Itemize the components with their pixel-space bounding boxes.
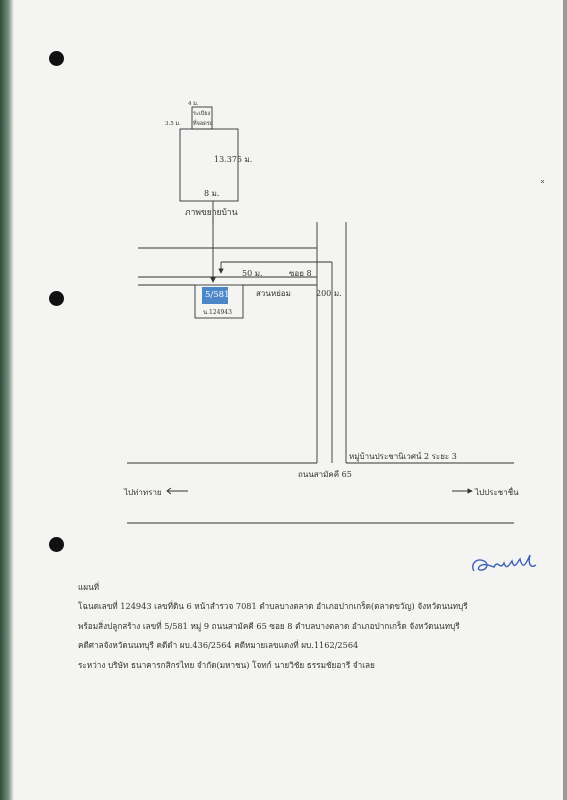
direction-east: ไปประชาชื่น: [475, 488, 519, 497]
direction-west: ไปท่าทราย: [124, 488, 162, 497]
house-number: 5/581: [205, 290, 230, 300]
notes-line-3: คดีศาลจังหวัดนนทบุรี คดีดำ ผบ.436/2564 คดีหมายเลขแดงที่ ผบ.1162/2564: [78, 640, 359, 651]
garden-label: สวนหย่อม: [256, 289, 291, 298]
scan-mark: [541, 180, 544, 183]
ext-caption: ภาพขยายบ้าน: [185, 208, 238, 218]
notes-line-4: ระหว่าง บริษัท ธนาคารกสิกรไทย จำกัด(มหาชน) โจทก์ นายวิชัย ธรรมชัยอารี จำเลย: [78, 659, 375, 670]
stair-label: ระเบียง: [193, 111, 211, 117]
soi-distance: 50 ม.: [242, 269, 263, 278]
village-label: หมู่บ้านประชานิเวศน์ 2 ระยะ 3: [349, 452, 457, 461]
stair-width: 3.5 ม.: [165, 121, 181, 127]
main-road-label: ถนนสามัคคี 65: [298, 470, 352, 479]
ext-length: 13.375 ม.: [214, 155, 253, 164]
notes-heading: แผนที่: [78, 582, 100, 592]
arrow-west-head: [167, 488, 173, 494]
signature: [470, 551, 542, 577]
garage-label: ที่จอดรถ: [193, 121, 214, 127]
ext-width-top: 4 ม.: [188, 101, 199, 107]
map-notes: [78, 578, 468, 675]
notes-line-1: โฉนดเลขที่ 124943 เลขที่ดิน 6 หน้าสำรวจ 7081 ตำบลบางตลาด อำเภอปากเกร็ด(ตลาดขวัญ) จังหวัดนนทบุรี: [78, 601, 468, 612]
main-distance: 200 ม.: [316, 289, 342, 298]
ext-width-bottom: 8 ม.: [204, 189, 220, 198]
deed-number: น.124943: [203, 309, 232, 316]
soi-name: ซอย 8: [289, 269, 312, 278]
notes-line-2: พร้อมสิ่งปลูกสร้าง เลขที่ 5/581 หมู่ 9 ถนนสามัคคี 65 ซอย 8 ตำบลบางตลาด อำเภอปากเกร็ด จังหวัดนนทบุรี: [78, 620, 460, 631]
